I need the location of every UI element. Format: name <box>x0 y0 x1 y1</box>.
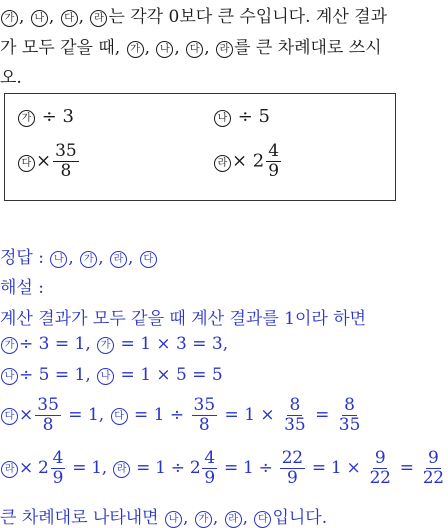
circled-mark: 라 <box>110 251 127 268</box>
fraction: $\frac{9}{22}$ <box>422 448 444 488</box>
circled-mark: 라 <box>90 10 107 27</box>
circled-mark: 라 <box>113 461 130 478</box>
circled-mark: 나 <box>50 251 67 268</box>
circled-mark: 다 <box>140 251 157 268</box>
fraction: $\frac{22}{9}$ <box>281 448 303 488</box>
question-line-1: 가 , 나 , 다 , 라 는 각각 0보다 큰 수입니다. 계산 결과 <box>0 2 387 27</box>
circled-mark: 가 <box>127 41 144 58</box>
circled-mark: 가 <box>80 251 97 268</box>
circled-mark: 나 <box>31 10 48 27</box>
expression-box <box>4 93 396 201</box>
circled-mark: 다 <box>254 511 271 528</box>
explanation-intro: 계산 결과가 모두 같을 때 계산 결과를 1이라 하면 <box>0 309 367 329</box>
explanation-line-4: 라 × 2 $\frac{4}{9}$ = 1, 라 = 1 ÷ 2 $\frac{4}{9}$ = 1 ÷ $\frac{22}{9}$ = 1 × $\frac{9}{22}$ = $\frac{9}{22}$ <box>0 449 448 488</box>
circled-mark: 나 <box>156 41 173 58</box>
circled-mark: 다 <box>18 155 35 172</box>
fraction: $\frac{4}{9}$ <box>268 141 280 181</box>
circled-mark: 라 <box>216 41 233 58</box>
explanation-label: 해설 : <box>0 278 44 298</box>
explanation-conclusion: 큰 차례대로 나타내면 나 , 가 , 라 , 다 입니다. <box>0 508 328 528</box>
circled-mark: 가 <box>18 110 35 127</box>
circled-mark: 라 <box>214 155 231 172</box>
fraction: $\frac{35}{8}$ <box>55 141 77 181</box>
fraction: $\frac{9}{22}$ <box>369 448 391 488</box>
expr-b: 나 ÷ 5 <box>213 106 270 127</box>
circled-mark: 가 <box>97 337 114 354</box>
expr-d: 라 × 2 $\frac{4}{9}$ <box>213 142 283 181</box>
fraction: $\frac{4}{9}$ <box>52 448 64 488</box>
fraction: $\frac{35}{8}$ <box>193 395 216 435</box>
answer-line: 정답 : 나 , 가 , 라 , 다 <box>0 243 158 268</box>
circled-mark: 라 <box>225 511 242 528</box>
circled-mark: 나 <box>97 368 114 385</box>
circled-mark: 다 <box>111 408 128 425</box>
question-line-2: 가 모두 같을 때, 가 , 나 , 다 , 라 를 큰 차례대로 쓰시 <box>0 38 382 58</box>
circled-mark: 다 <box>61 10 78 27</box>
circled-mark: 나 <box>165 511 182 528</box>
expr-a: 가 ÷ 3 <box>17 106 74 127</box>
answer-label: 정답 : <box>0 248 44 268</box>
circled-mark: 다 <box>186 41 203 58</box>
question-line-3: 오. <box>0 68 22 88</box>
explanation-line-2: 나 ÷ 5 = 1, 나 = 1 × 5 = 5 <box>0 365 223 385</box>
circled-mark: 가 <box>1 10 18 27</box>
question-text: 는 각각 0보다 큰 수입니다. 계산 결과 <box>108 7 387 27</box>
fraction: $\frac{4}{9}$ <box>204 448 215 488</box>
circled-mark: 나 <box>214 110 231 127</box>
circled-mark: 가 <box>1 337 18 354</box>
circled-mark: 다 <box>1 408 18 425</box>
circled-mark: 나 <box>1 368 18 385</box>
expr-c: 다 × $\frac{35}{8}$ <box>17 142 81 181</box>
explanation-line-3: 다 × $\frac{35}{8}$ = 1, 다 = 1 ÷ $\frac{35}{8}$ = 1 × $\frac{8}{35}$ = $\frac{8}{35}$ <box>0 396 364 435</box>
fraction: $\frac{8}{35}$ <box>338 395 361 435</box>
fraction: $\frac{8}{35}$ <box>284 395 306 435</box>
explanation-line-1: 가 ÷ 3 = 1, 가 = 1 × 3 = 3, <box>0 334 228 354</box>
fraction: $\frac{35}{8}$ <box>37 395 59 435</box>
circled-mark: 라 <box>1 461 18 478</box>
circled-mark: 가 <box>195 511 212 528</box>
